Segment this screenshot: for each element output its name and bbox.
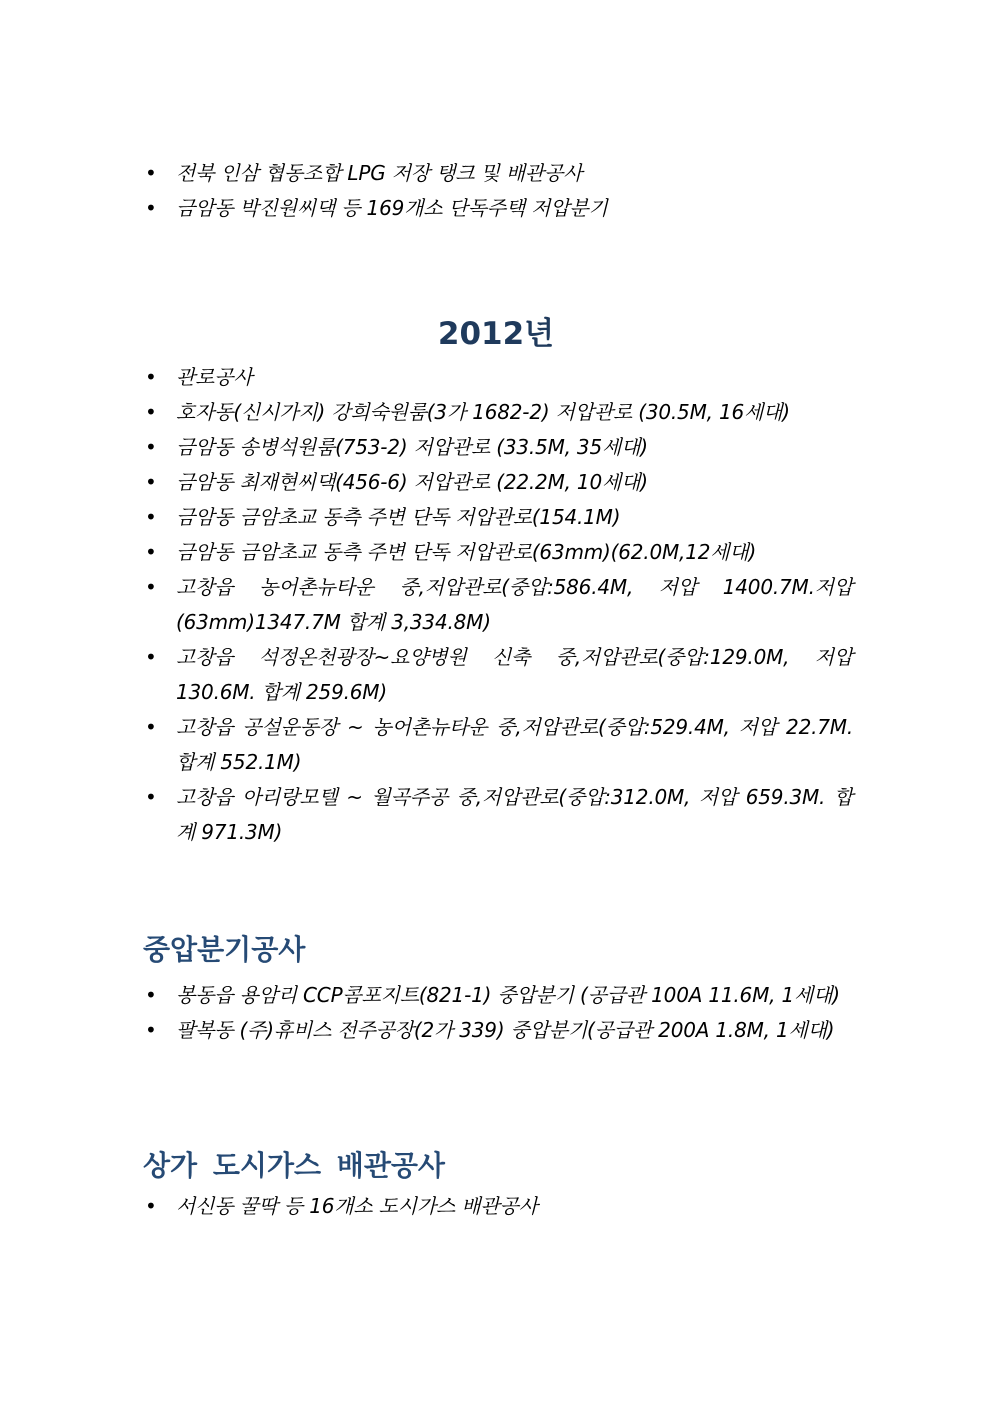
list-item: • 고창읍 공설운동장 ~ 농어촌뉴타운 중,저압관로(중압:529.4M, 저압 22.7M. 합계 552.1M) [143, 710, 853, 780]
bullet-icon: • [145, 1194, 157, 1218]
list-item: • 고창읍 석정온천광장~요양병원 신축 중,저압관로(중압:129.0M, 저압 130.6M. 합계 259.6M) [143, 640, 853, 710]
bullet-icon: • [145, 1018, 157, 1042]
bullet-icon: • [145, 983, 157, 1007]
list-item: • 고창읍 아리랑모텔 ~ 월곡주공 중,저압관로(중압:312.0M, 저압 659.3M. 합계 971.3M) [143, 780, 853, 850]
list-item: • 금암동 최재현씨댁(456-6) 저압관로 (22.2M, 10세대) [143, 465, 853, 500]
list-item: • 팔복동 (주)휴비스 전주공장(2가 339) 중압분기(공급관 200A 1.8M, 1세대) [143, 1013, 853, 1048]
list-item: • 금암동 금암초교 동측 주변 단독 저압관로(63mm)(62.0M,12세대) [143, 535, 853, 570]
intro-list [143, 156, 853, 226]
list-item: • 금암동 박진원씨댁 등 169개소 단독주택 저압분기 [143, 191, 853, 226]
bullet-icon: • [145, 365, 157, 389]
list-item: • 봉동읍 용암리 CCP콤포지트(821-1) 중압분기 (공급관 100A 11.6M, 1세대) [143, 978, 853, 1013]
bullet-icon: • [145, 505, 157, 529]
medium-pressure-list [143, 978, 853, 1048]
bullet-icon: • [145, 540, 157, 564]
list-item: • 금암동 금암초교 동측 주변 단독 저압관로(154.1M) [143, 500, 853, 535]
bullet-icon: • [145, 715, 157, 739]
bullet-icon: • [145, 575, 157, 599]
list-item: • 호자동(신시가지) 강희숙원룸(3가 1682-2) 저압관로 (30.5M, 16세대) [143, 395, 853, 430]
bullet-icon: • [145, 435, 157, 459]
bullet-icon: • [145, 400, 157, 424]
list-item: • 서신동 꿀딱 등 16개소 도시가스 배관공사 [143, 1189, 853, 1224]
year-2012-list [143, 360, 853, 850]
bullet-icon: • [145, 645, 157, 669]
list-item: • 관로공사 [143, 360, 853, 395]
bullet-icon: • [145, 196, 157, 220]
section-heading-medium-pressure: 중압분기공사 [143, 933, 306, 966]
section-heading-commercial-gas: 상가 도시가스 배관공사 [143, 1149, 445, 1182]
list-item: • 전북 인삼 협동조합 LPG 저장 탱크 및 배관공사 [143, 156, 853, 191]
bullet-icon: • [145, 470, 157, 494]
bullet-icon: • [145, 785, 157, 809]
year-heading: 2012년 [437, 316, 555, 352]
list-item: • 고창읍 농어촌뉴타운 중,저압관로(중압:586.4M, 저압 1400.7M.저압(63mm)1347.7M 합계 3,334.8M) [143, 570, 853, 640]
list-item: • 금암동 송병석원룸(753-2) 저압관로 (33.5M, 35세대) [143, 430, 853, 465]
commercial-gas-list [143, 1189, 853, 1224]
bullet-icon: • [145, 161, 157, 185]
